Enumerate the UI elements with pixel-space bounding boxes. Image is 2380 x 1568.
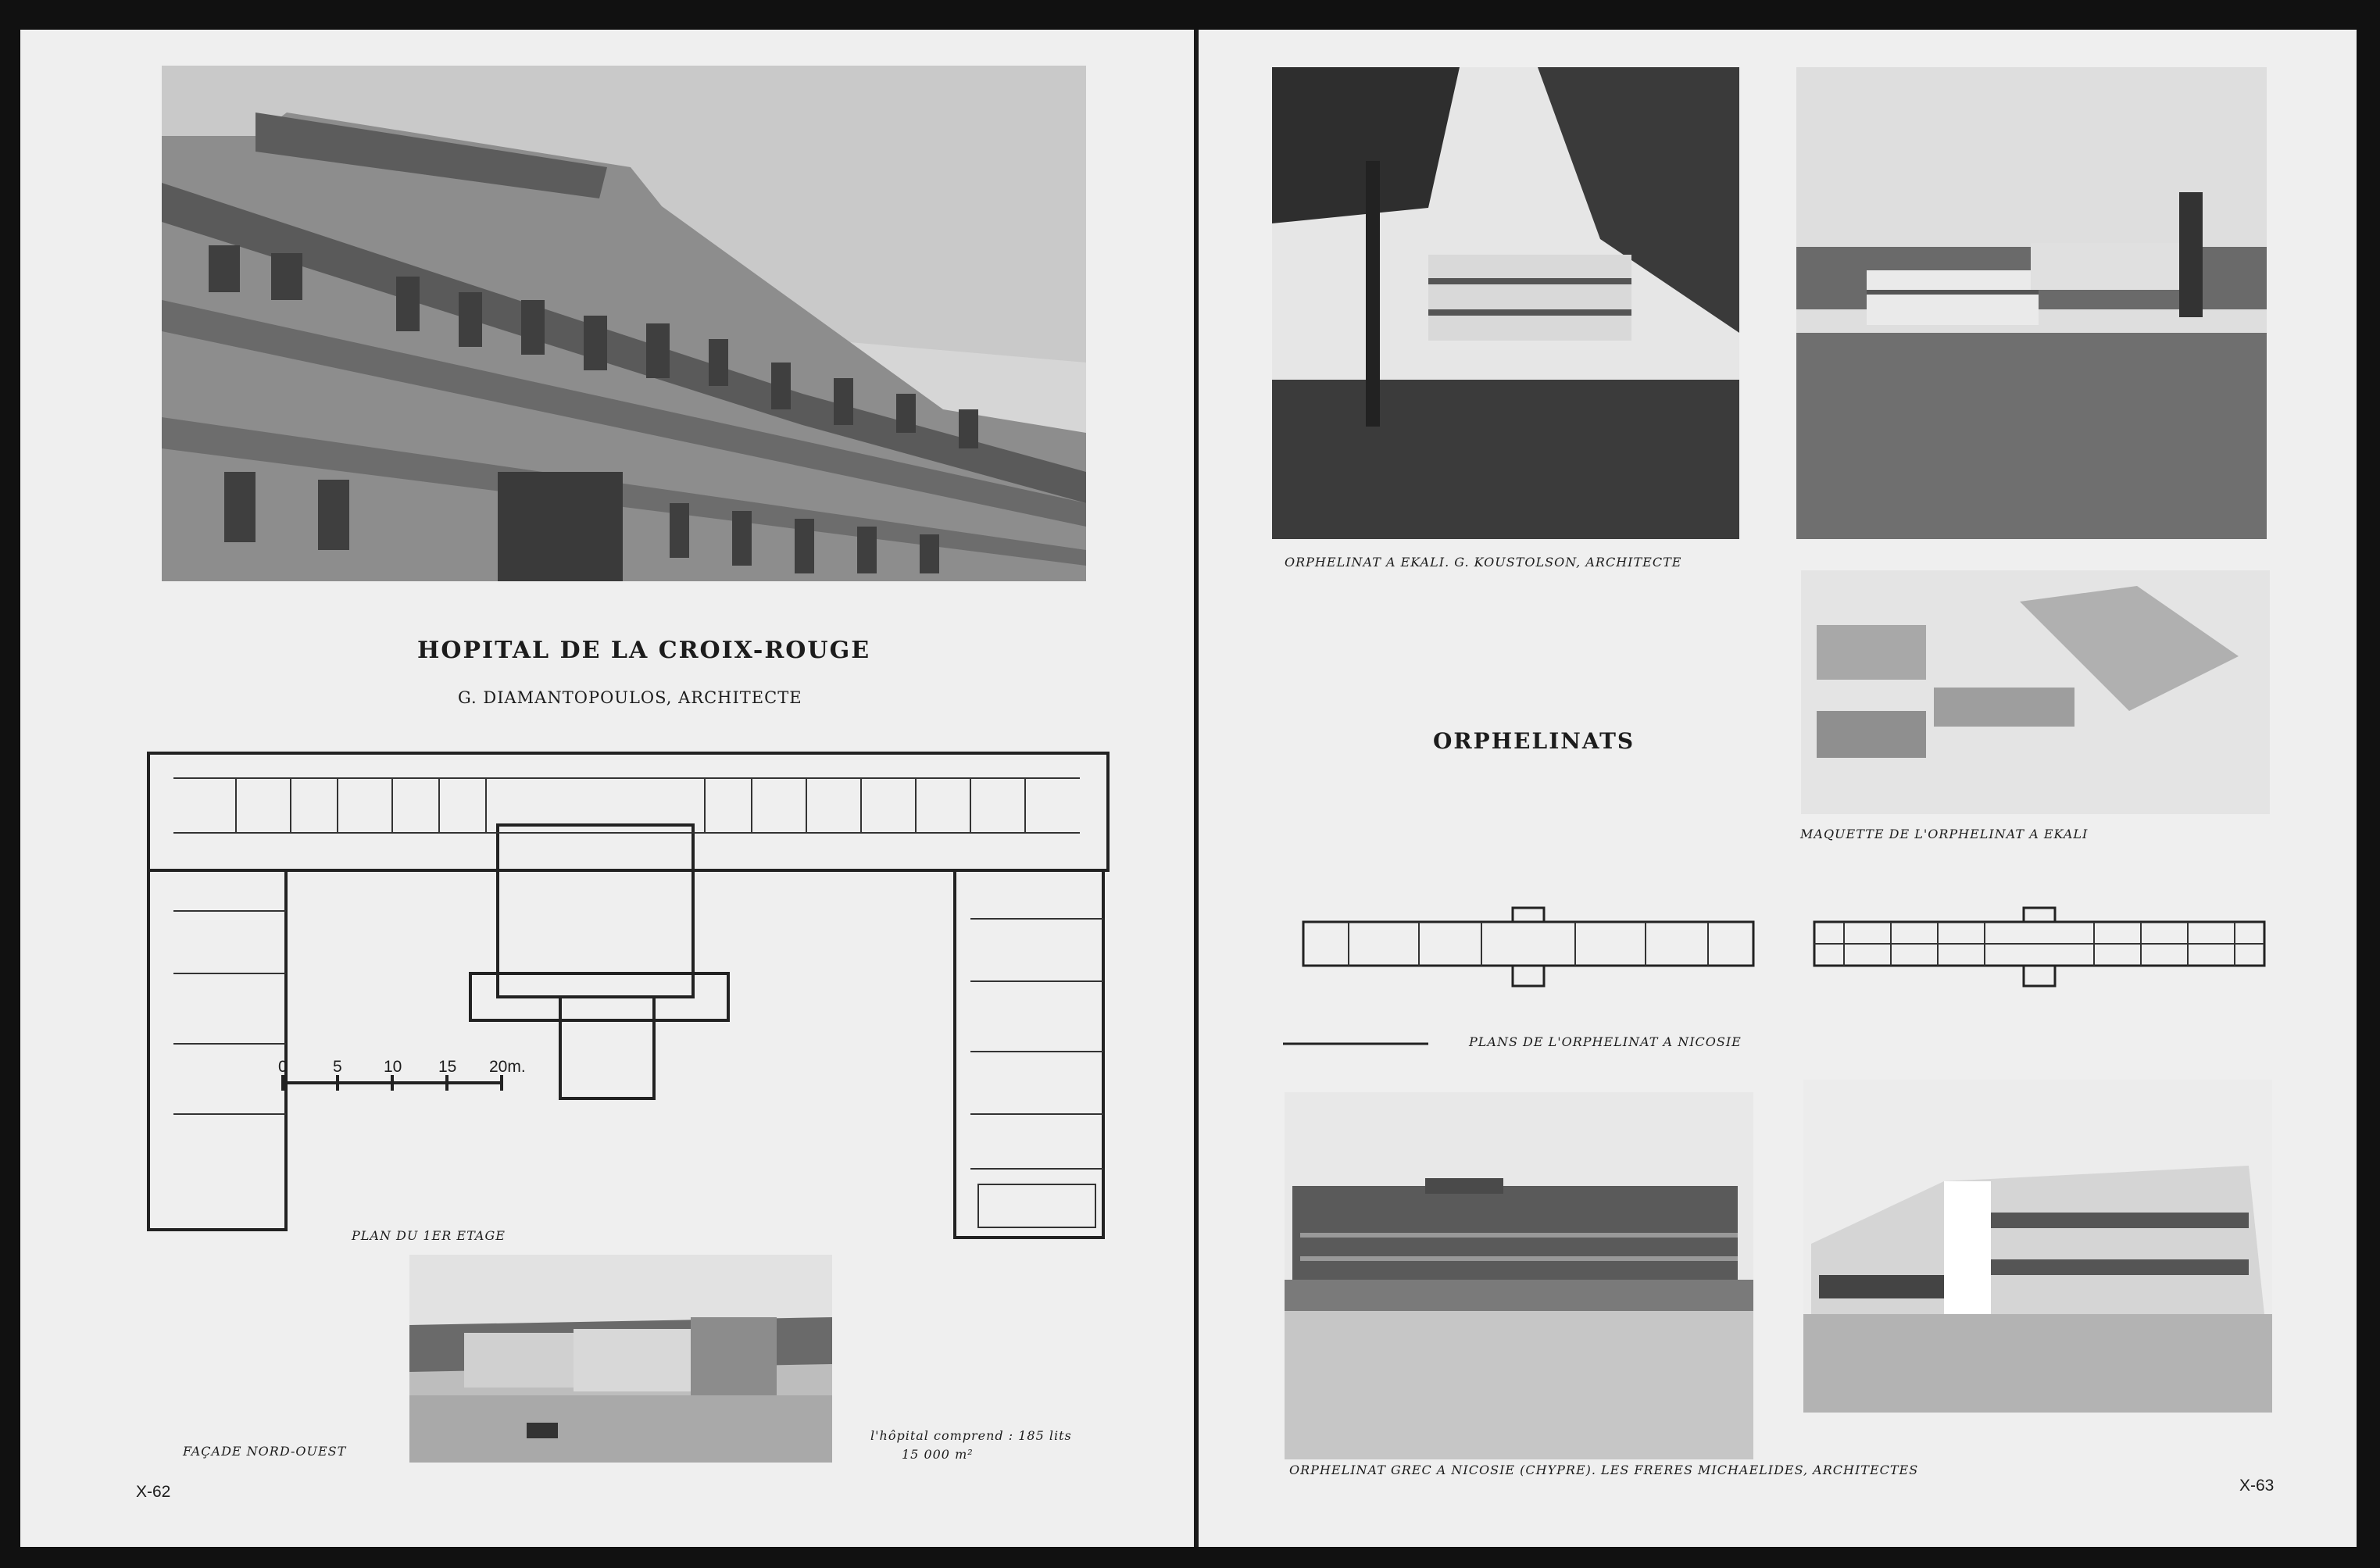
caption-model: MAQUETTE DE L'ORPHELINAT A EKALI [1800,827,2089,841]
scale-label-5: 5 [333,1058,342,1076]
plan-caption: PLAN DU 1ER ETAGE [352,1228,506,1243]
right-page [1199,30,2357,1547]
caption-nicosie: ORPHELINAT GREC A NICOSIE (CHYPRE). LES FRERES MICHAELIDES, ARCHITECTES [1289,1463,1919,1477]
ekali-photo-2 [1796,67,2267,539]
facade-caption: FAÇADE NORD-OUEST [183,1444,347,1459]
orphelinats-title: ORPHELINATS [1433,728,1635,754]
page-number-left: X-62 [136,1483,171,1501]
facade-photo [409,1255,832,1463]
capacity-line-1: l'hôpital comprend : 185 lits [870,1428,1072,1443]
page-number-right: X-63 [2239,1477,2275,1495]
left-page [20,30,1194,1547]
caption-ekali: ORPHELINAT A EKALI. G. KOUSTOLSON, ARCHITECTE [1285,555,1682,570]
nicosie-photo-1 [1285,1092,1753,1459]
scale-label-0: 0 [278,1058,288,1076]
hospital-architect: G. DIAMANTOPOULOS, ARCHITECTE [458,688,802,707]
hospital-floor-plan [142,747,1114,1247]
hospital-title: HOPITAL DE LA CROIX-ROUGE [417,637,871,664]
scale-label-15: 15 [438,1058,457,1076]
nicosie-photo-2 [1803,1080,2272,1413]
hospital-photo [162,66,1086,581]
caption-plans: PLANS DE L'ORPHELINAT A NICOSIE [1469,1034,1742,1049]
model-photo [1801,570,2270,814]
capacity-line-2: 15 000 m² [902,1447,974,1462]
plan-scale-bar [1283,1039,1428,1048]
nicosie-plan-1 [1302,906,1755,988]
scale-label-20: 20m. [489,1058,526,1076]
scale-label-10: 10 [384,1058,402,1076]
nicosie-plan-2 [1813,906,2266,988]
ekali-photo [1272,67,1739,539]
